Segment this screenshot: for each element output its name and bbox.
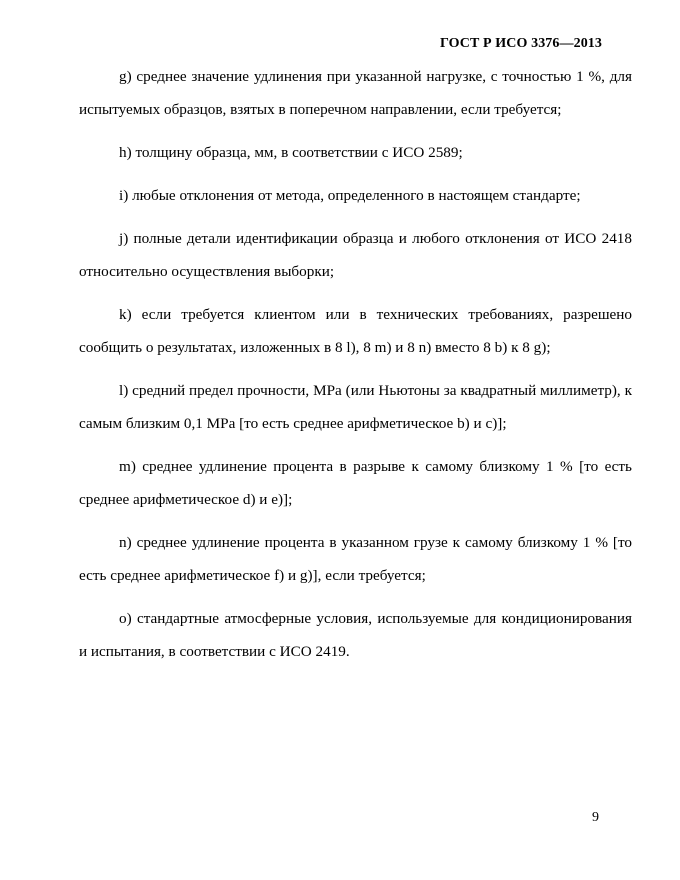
list-item-o: o) стандартные атмосферные условия, используемые для кондиционирования и испытания, в соответствии с ИСО 2419.: [79, 610, 632, 660]
document-body: [79, 60, 632, 678]
list-item-k: k) если требуется клиентом или в технических требованиях, разрешено сообщить о результатах, изложенных в 8 l), 8 m) и 8 n) вместо 8 b) к 8 g);: [79, 306, 632, 356]
list-item-h: h) толщину образца, мм, в соответствии с ИСО 2589;: [119, 144, 463, 161]
list-item-l: l) средний предел прочности, MPa (или Ньютоны за квадратный миллиметр), к самым близким 0,1 MPa [то есть среднее арифметическое b) и c)];: [79, 382, 632, 432]
list-item-i: i) любые отклонения от метода, определенного в настоящем стандарте;: [119, 187, 581, 204]
list-item-g: g) среднее значение удлинения при указанной нагрузке, с точностью 1 %, для испытуемых образцов, взятых в поперечном направлении, если требуется;: [79, 68, 632, 118]
list-item-m: m) среднее удлинение процента в разрыве к самому близкому 1 % [то есть среднее арифметическое d) и e)];: [79, 458, 632, 508]
page-number: 9: [592, 810, 599, 825]
list-item-j: j) полные детали идентификации образца и любого отклонения от ИСО 2418 относительно осуществления выборки;: [79, 230, 632, 280]
document-header: ГОСТ Р ИСО 3376—2013: [439, 36, 602, 51]
list-item-n: n) среднее удлинение процента в указанном грузе к самому близкому 1 % [то есть среднее арифметическое f) и g)], если требуется;: [79, 534, 632, 584]
